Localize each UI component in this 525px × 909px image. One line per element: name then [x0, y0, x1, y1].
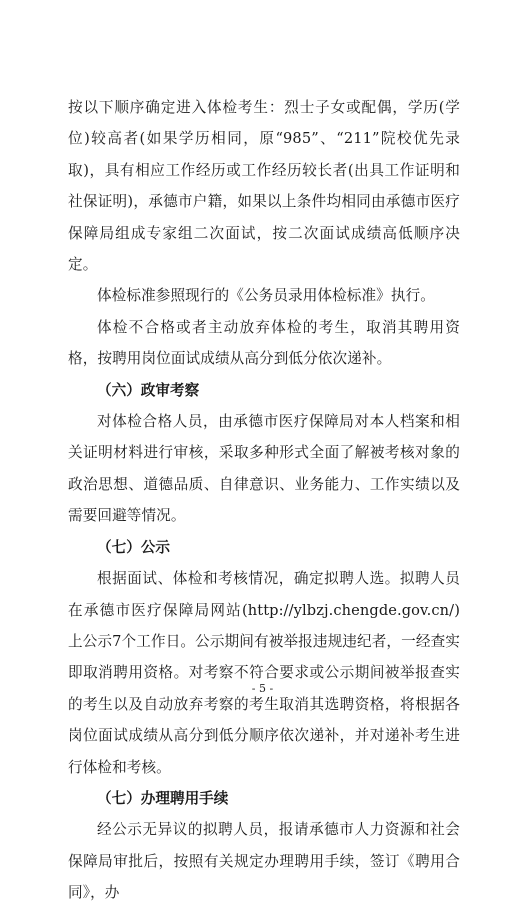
paragraph-public-notice: 根据面试、体检和考核情况，确定拟聘人选。拟聘人员在承德市医疗保障局网站(http://ylbzj.chengde.gov.cn/)上公示7个工作日。公示期间有被举报违规违纪者，一经查实即取消聘用资格。对考察不符合要求或公示期间被举报查实的考生以及自动放弃考察的考生取消其选聘资格，将根据各岗位面试成绩从高分到低分顺序依次递补，并对递补考生进行体检和考核。	[68, 570, 460, 776]
paragraph-employment-procedure: 经公示无异议的拟聘人员，报请承德市人力资源和社会保障局审批后，按照有关规定办理聘用手续，签订《聘用合同》，办	[68, 821, 460, 902]
heading-political-review: （六）政审考察	[97, 381, 200, 399]
paragraph-exam-failure: 体检不合格或者主动放弃体检的考生，取消其聘用资格，按聘用岗位面试成绩从高分到低分依次递补。	[68, 318, 460, 368]
heading-employment-procedure: （七）办理聘用手续	[97, 789, 229, 807]
paragraph-exam-order: 按以下顺序确定进入体检考生：烈士子女或配偶，学历(学位)较高者(如果学历相同，原“985”、“211”院校优先录取)，具有相应工作经历或工作经历较长者(出具工作证明和社保证明)，承德市户籍，如果以上条件均相同由承德市医疗保障局组成专家组二次面试，按二次面试成绩高低顺序决定。	[68, 99, 460, 274]
paragraph-exam-standard: 体检标准参照现行的《公务员录用体检标准》执行。	[97, 287, 435, 305]
page-number: - 5 -	[251, 682, 274, 695]
heading-public-notice: （七）公示	[97, 538, 170, 556]
paragraph-political-review: 对体检合格人员，由承德市医疗保障局对本人档案和相关证明材料进行审核，采取多种形式全面了解被考核对象的政治思想、道德品质、自律意识、业务能力、工作实绩以及需要回避等情况。	[68, 413, 460, 525]
document-body	[68, 92, 460, 909]
